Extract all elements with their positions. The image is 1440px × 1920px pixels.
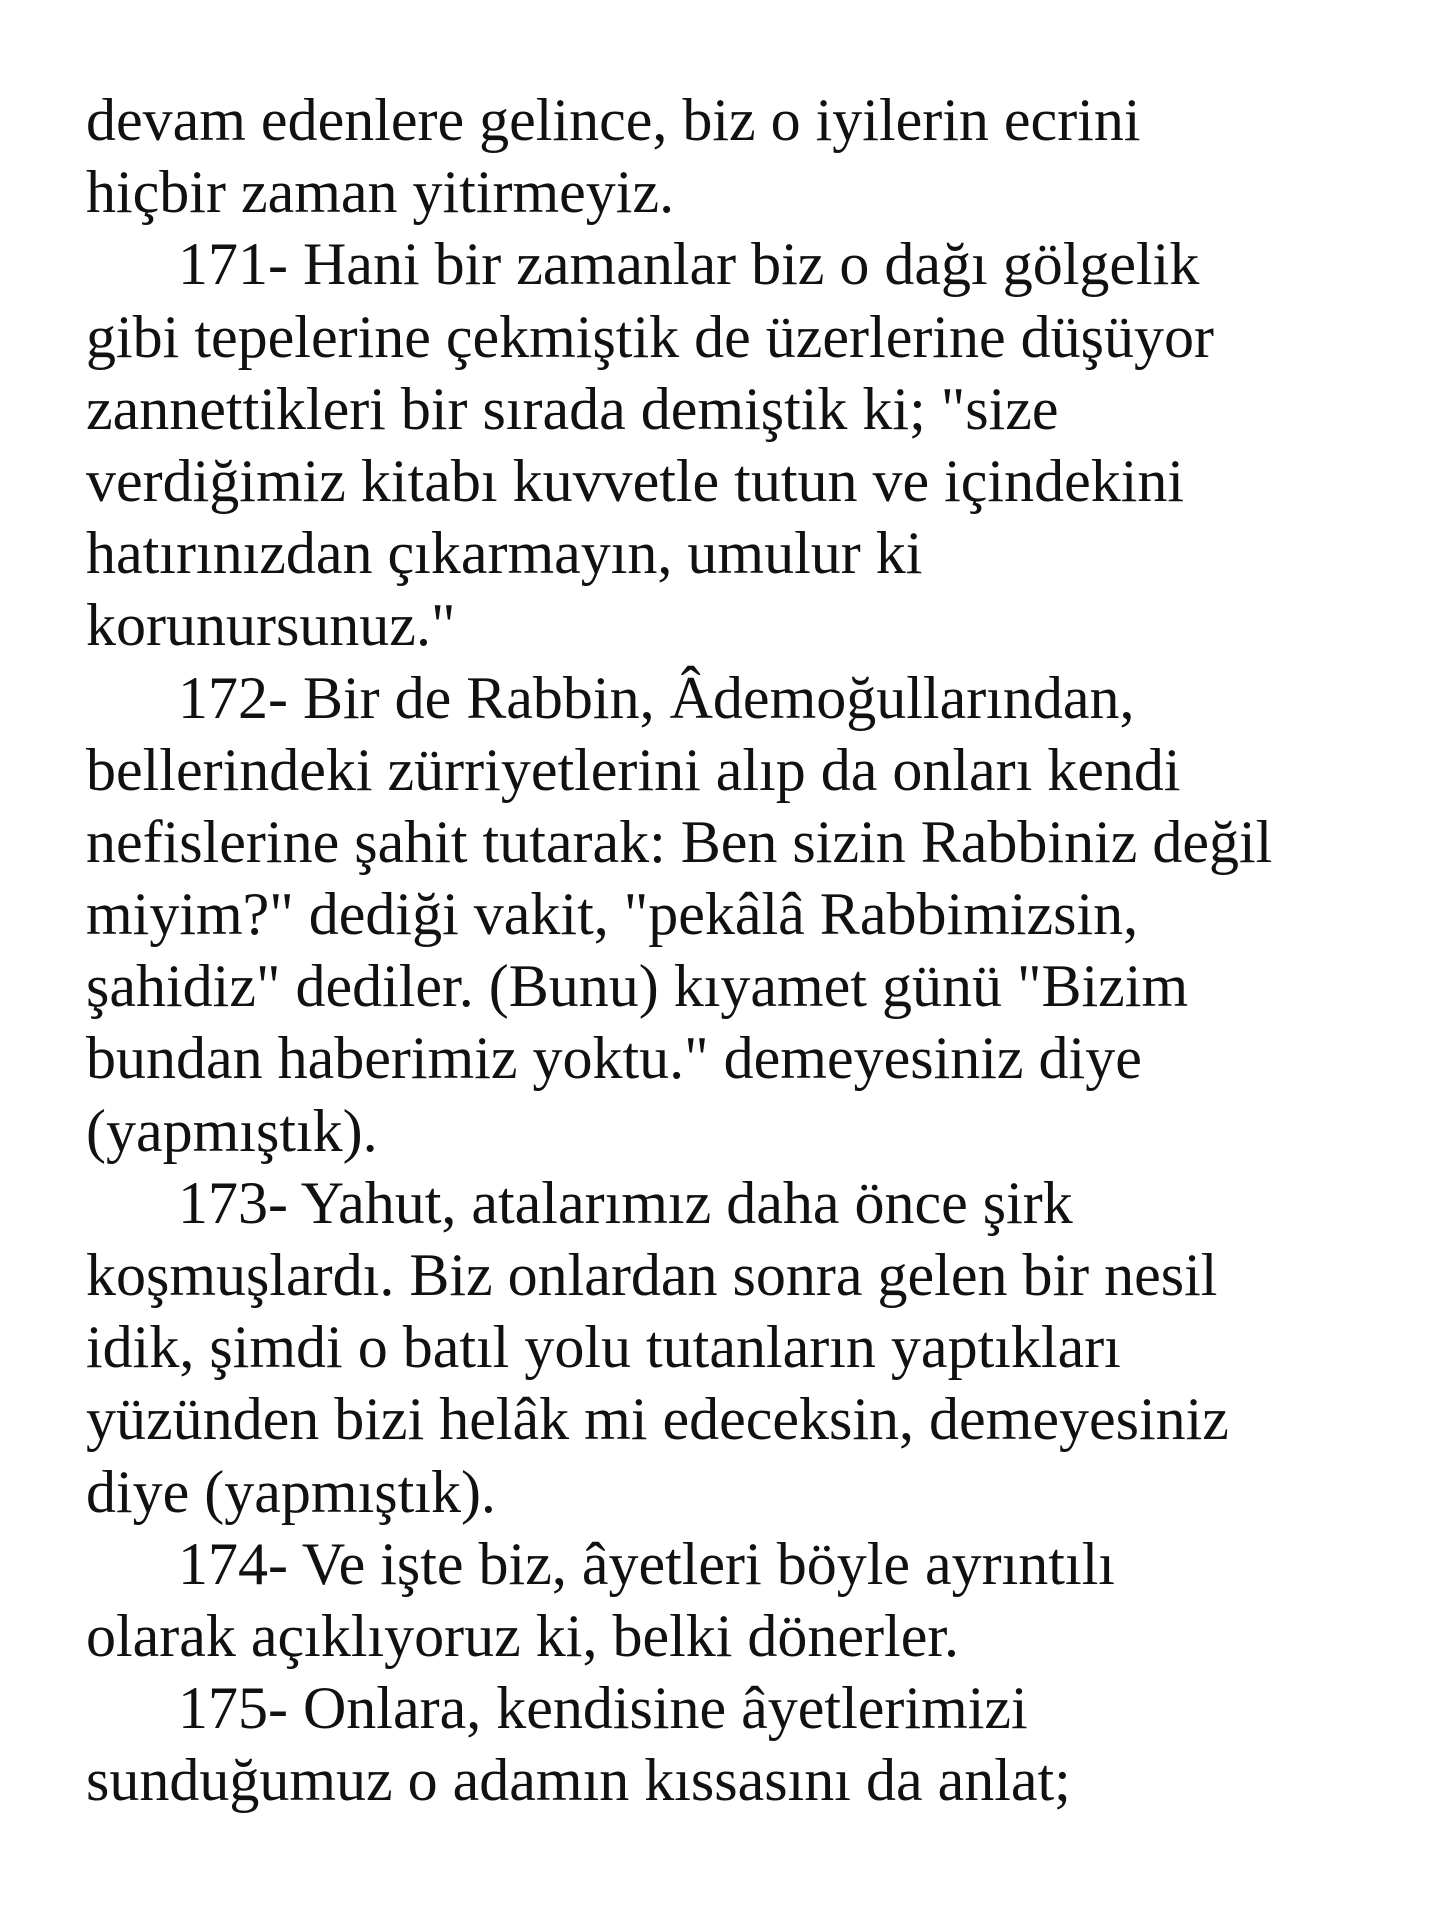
text-line: hiçbir zaman yitirmeyiz. bbox=[86, 159, 675, 226]
text-line: miyim?" dediği vakit, "pekâlâ Rabbimizsin, bbox=[86, 881, 1139, 948]
text-line: şahidiz" dediler. (Bunu) kıyamet günü "Bizim bbox=[86, 953, 1189, 1020]
text-line: sunduğumuz o adamın kıssasını da anlat; bbox=[86, 1747, 1071, 1814]
text-line: yüzünden bizi helâk mi edeceksin, demeyesiniz bbox=[86, 1386, 1229, 1453]
verse-174-start: 174- Ve işte biz, âyetleri böyle ayrıntılı bbox=[178, 1530, 1115, 1597]
verse-171-start: 171- Hani bir zamanlar biz o dağı gölgelik bbox=[178, 231, 1200, 298]
text-line: (yapmıştık). bbox=[86, 1097, 378, 1164]
text-line: olarak açıklıyoruz ki, belki dönerler. bbox=[86, 1602, 960, 1669]
text-line: bellerindeki zürriyetlerini alıp da onları kendi bbox=[86, 736, 1181, 803]
text-line: koşmuşlardı. Biz onlardan sonra gelen bir nesil bbox=[86, 1242, 1218, 1308]
text-line: zannettikleri bir sırada demiştik ki; "size bbox=[86, 375, 1059, 442]
verse-175-start: 175- Onlara, kendisine âyetlerimizi bbox=[178, 1675, 1028, 1742]
verse-173-start: 173- Yahut, atalarımız daha önce şirk bbox=[178, 1169, 1073, 1236]
text-line: devam edenlere gelince, biz o iyilerin ecrini bbox=[86, 87, 1141, 153]
verse-172-start: 172- Bir de Rabbin, Âdemoğullarından, bbox=[178, 664, 1135, 731]
text-line: nefislerine şahit tutarak: Ben sizin Rabbiniz değil bbox=[86, 808, 1273, 875]
text-line: idik, şimdi o batıl yolu tutanların yaptıkları bbox=[86, 1314, 1121, 1381]
text-line: hatırınızdan çıkarmayın, umulur ki bbox=[86, 520, 923, 587]
text-line: gibi tepelerine çekmiştik de üzerlerine düşüyor bbox=[86, 303, 1214, 370]
text-line: korunursunuz." bbox=[86, 592, 456, 659]
text-line: bundan haberimiz yoktu." demeyesiniz diye bbox=[86, 1025, 1142, 1092]
document-page bbox=[86, 84, 1416, 1817]
text-line: diye (yapmıştık). bbox=[86, 1458, 496, 1525]
text-line: verdiğimiz kitabı kuvvetle tutun ve içindekini bbox=[86, 447, 1185, 514]
